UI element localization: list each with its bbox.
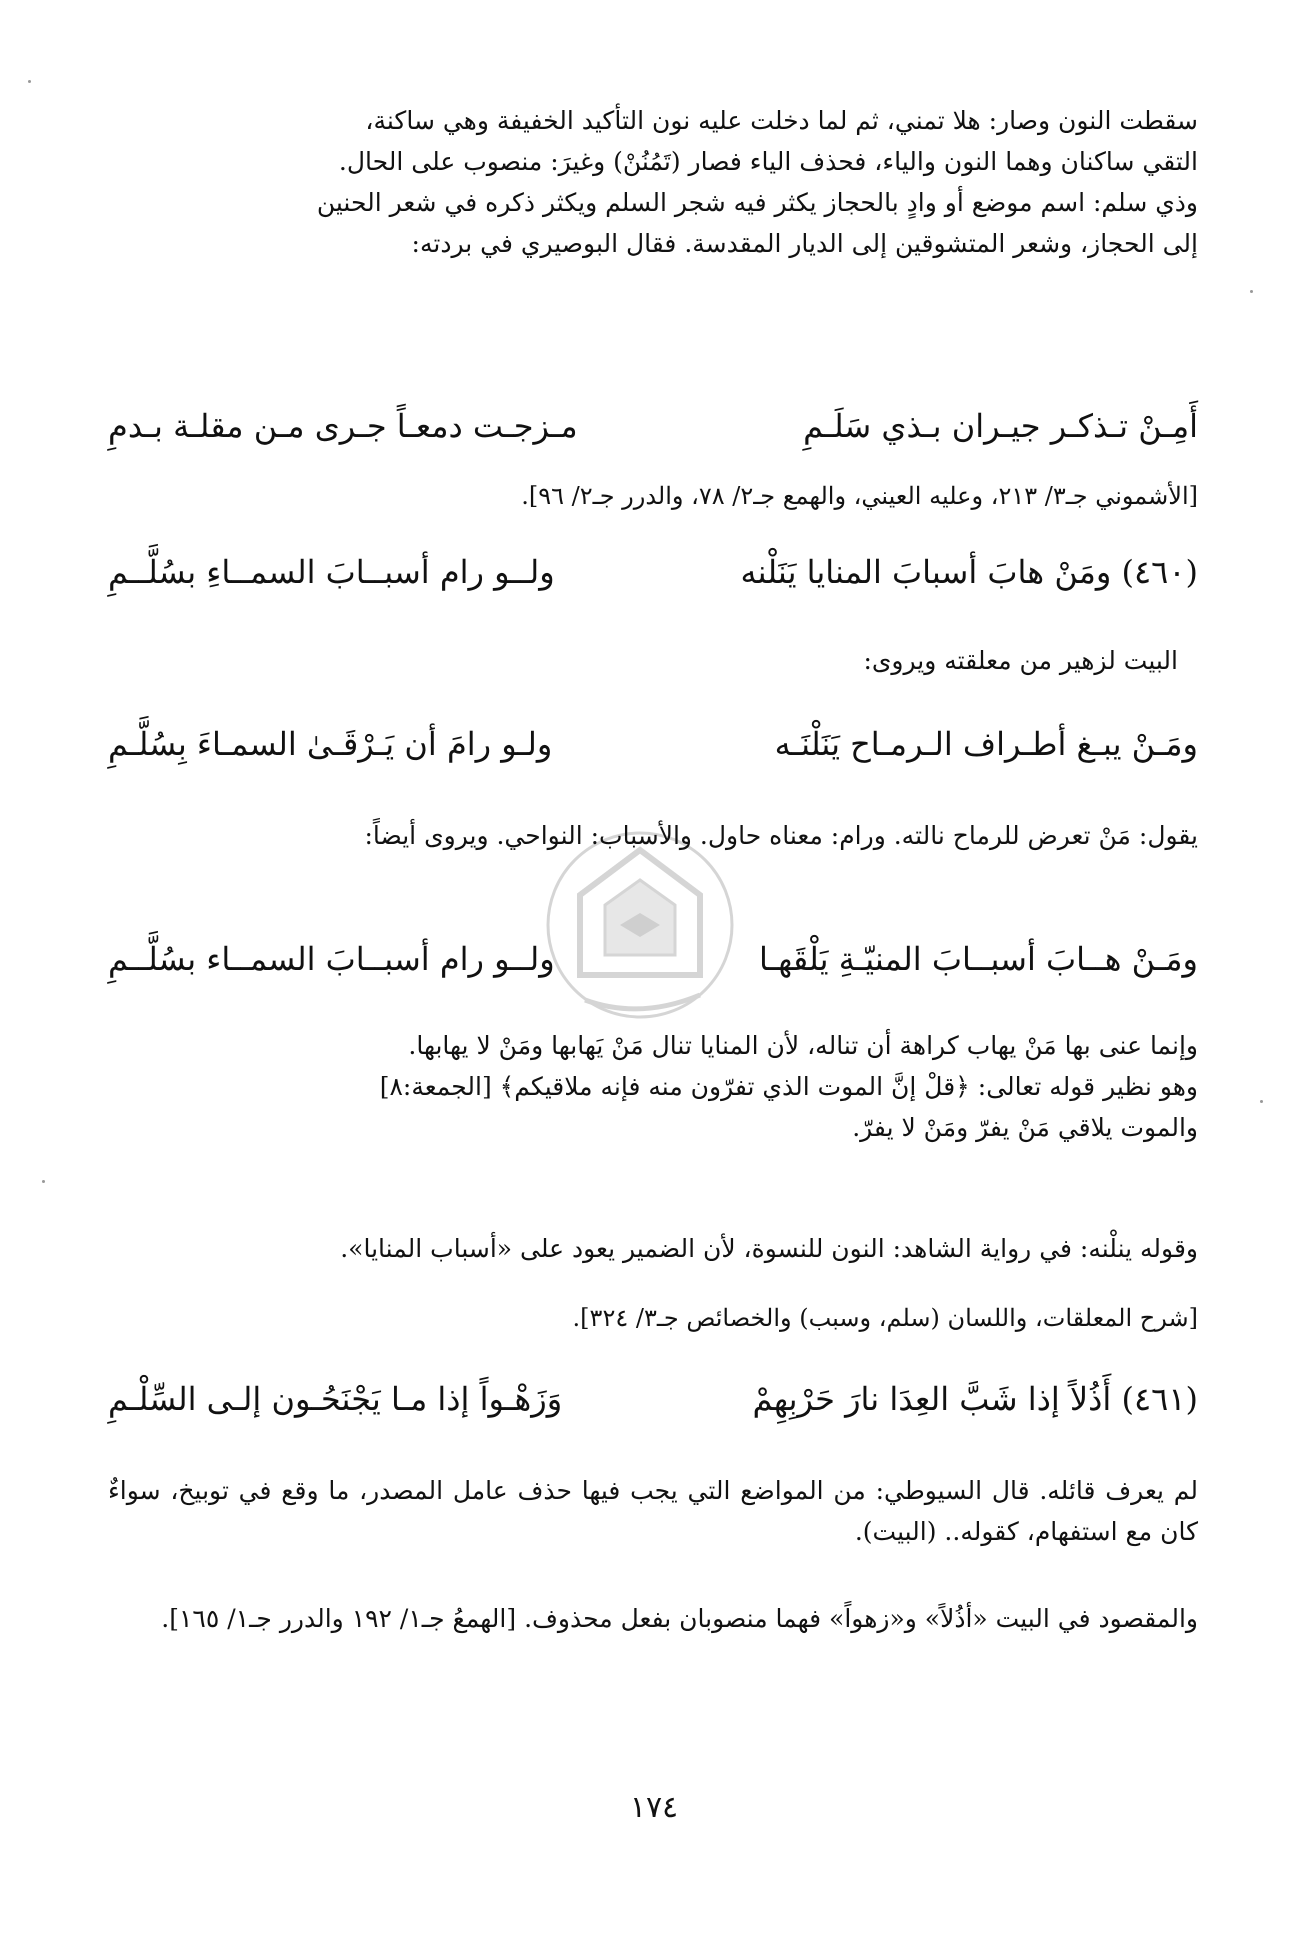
busiri-citation: [الأشموني جـ٣/ ٢١٣، وعليه العيني، والهمع جـ٢/ ٧٨، والدرر جـ٢/ ٩٦]. (521, 482, 1198, 510)
text-line: إلى الحجاز، وشعر المتشوقين إلى الديار المقدسة. فقال البوصيري في بردته: (411, 229, 1198, 258)
text-line: وإنما عنى بها مَنْ يهاب كراهة أن تناله، لأن المنايا تنال مَنْ يَهابها ومَنْ لا يهابها. (408, 1031, 1198, 1060)
verse-460-attribution: البيت لزهير من معلقته ويروى: (863, 646, 1178, 675)
text-line: وذي سلم: اسم موضع أو وادٍ بالحجاز يكثر فيه شجر السلم ويكثر ذكره في شعر الحنين (316, 188, 1198, 217)
verse-first-hemistich: (٤٦١) أَذُلاً إذا شَبَّ العِدَا نارَ حَرْبِهِمْ (752, 1380, 1198, 1418)
scan-speck (42, 1180, 45, 1183)
scan-speck (1250, 290, 1253, 293)
verse-second-hemistich: ولـو رامَ أن يَـرْقَـىٰ السمـاءَ بِسُلَّـمِ (108, 725, 553, 763)
verse-second-hemistich: وَزَهْـواً إذا مـا يَجْنَحُـون إلـى السِّلْـمِ (108, 1380, 563, 1418)
verse-first-hemistich: أَمِـنْ تـذكـر جيـران بـذي سَلَـمِ (803, 407, 1198, 445)
verse-first-hemistich: ومَـنْ يبـغ أطـراف الـرمـاح يَنَلْنَـه (774, 725, 1198, 763)
verse-460-shahid-note: وقوله ينلْنه: في رواية الشاهد: النون للنسوة، لأن الضمير يعود على «أسباب المنايا». (340, 1234, 1198, 1263)
text-line: التقي ساكنان وهما النون والياء، فحذف الياء فصار (تَمُنُنْ) وغيرَ: منصوب على الحال. (338, 147, 1198, 176)
verse-second-hemistich: ولــو رام أسبــابَ السمــاءِ بسُلَّــمِ (108, 553, 555, 591)
verse-460-variant-1 (108, 720, 1198, 768)
scan-speck (1260, 1100, 1263, 1103)
verse-460-citation: [شرح المعلقات، واللسان (سلم، وسبب) والخصائص جـ٣/ ٣٢٤]. (572, 1304, 1198, 1332)
text-line: سقطت النون وصار: هلا تمني، ثم لما دخلت عليه نون التأكيد الخفيفة وهي ساكنة، (365, 106, 1198, 135)
busiri-verse (108, 402, 1198, 450)
verse-first-hemistich: (٤٦٠) ومَنْ هابَ أسبابَ المنايا يَنَلْنه (740, 553, 1198, 591)
verse-first-hemistich: ومَـنْ هــابَ أسبــابَ المنيّـةِ يَلْقَهـا (758, 940, 1198, 978)
verse-second-hemistich: مـزجـت دمعـاً جـرى مـن مقلـة بـدمِ (108, 407, 578, 445)
verse-461-commentary: لم يعرف قائله. قال السيوطي: من المواضع التي يجب فيها حذف عامل المصدر، ما وقع في توبيخ، سواءٌ كان مع استفهام، كقوله.. (البيت). (108, 1476, 1198, 1546)
scan-speck (28, 80, 31, 83)
text-line: والموت يلاقي مَنْ يفرّ ومَنْ لا يفرّ. (852, 1113, 1198, 1142)
page-number: ١٧٤ (629, 1790, 679, 1825)
verse-second-hemistich: ولــو رام أسبــابَ السمــاء بسُلَّــمِ (108, 940, 555, 978)
verse-461 (108, 1375, 1198, 1423)
verse-460-explanation: يقول: مَنْ تعرض للرماح نالته. ورام: معناه حاول. والأسباب: النواحي. ويروى أيضاً: (364, 821, 1198, 850)
verse-460 (108, 548, 1198, 596)
verse-460-variant-2 (108, 935, 1198, 983)
text-line: وهو نظير قوله تعالى: ﴿قلْ إنَّ الموت الذي تفرّون منه فإنه ملاقيكم﴾ [الجمعة:٨] (379, 1072, 1198, 1101)
intro-paragraph (108, 100, 1198, 264)
verse-460-commentary (108, 1025, 1198, 1148)
verse-461-final-note: والمقصود في البيت «أذُلاً» و«زهواً» فهما منصوبان بفعل محذوف. [الهمعُ جـ١/ ١٩٢ والدرر جـ١/ ١٦٥]. (161, 1604, 1198, 1633)
